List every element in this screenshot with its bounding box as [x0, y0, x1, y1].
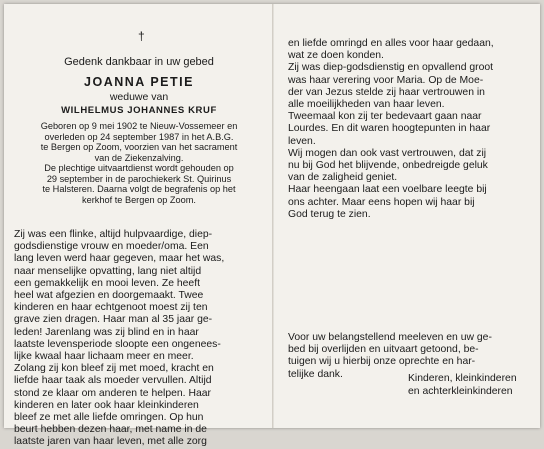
text-line: Haar heengaan laat een voelbare leegte bij — [288, 184, 487, 196]
text-line: liefde haar taak als moeder vervullen. Altijd — [14, 375, 212, 387]
spouse-label: weduwe van — [109, 91, 169, 103]
signature-line: en achterkleinkinderen — [408, 385, 513, 397]
text-line: wat ze doen konden. — [288, 50, 384, 62]
text-line: leden! Jarenlang was zij blind en in haar — [14, 326, 199, 338]
biography — [16, 121, 262, 205]
signature-line: Kinderen, kleinkinderen — [408, 373, 517, 384]
text-line: stond ze klaar om anderen te helpen. Haar — [14, 387, 211, 399]
text-line: heel wat afgezien en doorgemaakt. Twee — [14, 290, 204, 302]
bio-line: te Bergen op Zoom, voorzien van het sacrament — [40, 142, 238, 152]
text-line: Zij was een flinke, altijd hulpvaardige, diep- — [14, 229, 213, 240]
card-fold — [272, 4, 274, 428]
thanks-line: tuigen wij u hierbij onze oprechte en har- — [288, 356, 476, 368]
bio-line: kerkhof te Bergen op Zoom. — [82, 194, 196, 205]
text-line: van de zaligheid geniet. — [288, 172, 398, 184]
text-line: godsdienstige vrouw en moeder/oma. Een — [14, 241, 209, 253]
text-line: lijke kwaal haar lichaam meer en meer. — [14, 351, 194, 363]
memorial-text — [14, 229, 264, 449]
text-line: grave zien dragen. Haar man al 35 jaar ge- — [14, 314, 213, 326]
text-line: beurt hebben dezen haar, met name in de — [14, 424, 207, 436]
text-line: ons achter. Maar eens hopen wij haar bij — [288, 196, 475, 208]
memorial-text-continued — [288, 38, 534, 221]
text-line: een gemakkelijk en mooi leven. Ze heeft — [14, 277, 200, 289]
text-line: God terug te zien. — [288, 208, 371, 220]
text-line: Tweemaal kon zij ter bedevaart gaan naar — [288, 111, 482, 123]
text-line: naar menselijke opvatting, lang niet altijd — [14, 265, 202, 277]
bio-line: Geboren op 9 mei 1902 te Nieuw-Vossemeer en — [40, 121, 238, 131]
thanks-line: Voor uw belangstellend meeleven en uw ge- — [288, 332, 492, 343]
thanks-line: bed bij overlijden en uitvaart getoond, be- — [288, 344, 479, 356]
bio-line: van de Ziekenzalving. — [94, 152, 184, 163]
text-line: lang leven werd haar gegeven, maar het was, — [14, 253, 225, 265]
text-line: nu bij God het blijvende, onbedreigde geluk — [288, 160, 488, 172]
text-line: laatste levensperiode sloopte een ongenees- — [14, 338, 221, 350]
text-line: bleef ze met alle liefde omringen. Op hun — [14, 412, 204, 424]
cross-icon: † — [138, 29, 145, 43]
text-line: Lourdes. En dit waren hoogtepunten in haar — [288, 123, 491, 135]
bio-line: 29 september in de parochiekerk St. Quirinus — [46, 173, 232, 184]
text-line: der van Jezus stelde zij haar vertrouwen in — [288, 86, 485, 98]
text-line: Zolang zij kon bleef zij met moed, kracht en — [14, 363, 214, 375]
spouse-name: WILHELMUS JOHANNES KRUF — [61, 105, 217, 116]
bio-line: te Halsteren. Daarna volgt de begrafenis op het — [42, 184, 236, 194]
text-line: kinderen en haar echtgenoot moest zij ten — [14, 302, 208, 314]
bio-line: De plechtige uitvaartdienst wordt gehouden op — [44, 163, 234, 173]
text-line: en liefde omringd en alles voor haar gedaan, — [288, 38, 494, 49]
thanks-line: telijke dank. — [288, 368, 343, 380]
text-line: was haar verering voor Maria. Op de Moe- — [288, 74, 484, 86]
text-line: laatste jaren van haar leven, met alle zorg — [14, 436, 207, 448]
deceased-name: JOANNA PETIE — [84, 75, 194, 89]
bio-line: overleden op 24 september 1987 in het A.B.G. — [44, 131, 234, 142]
text-line: alle moeilijkheden van haar leven. — [288, 99, 445, 111]
text-line: Zij was diep-godsdienstig en opvallend groot — [288, 62, 494, 74]
memorial-card — [4, 4, 540, 448]
text-line: leven. — [288, 135, 316, 147]
text-line: Wij mogen dan ook vast vertrouwen, dat zij — [288, 147, 487, 159]
signature — [408, 373, 517, 398]
text-line: kinderen en later ook haar kleinkinderen — [14, 399, 199, 411]
dedication: Gedenk dankbaar in uw gebed — [64, 56, 214, 68]
